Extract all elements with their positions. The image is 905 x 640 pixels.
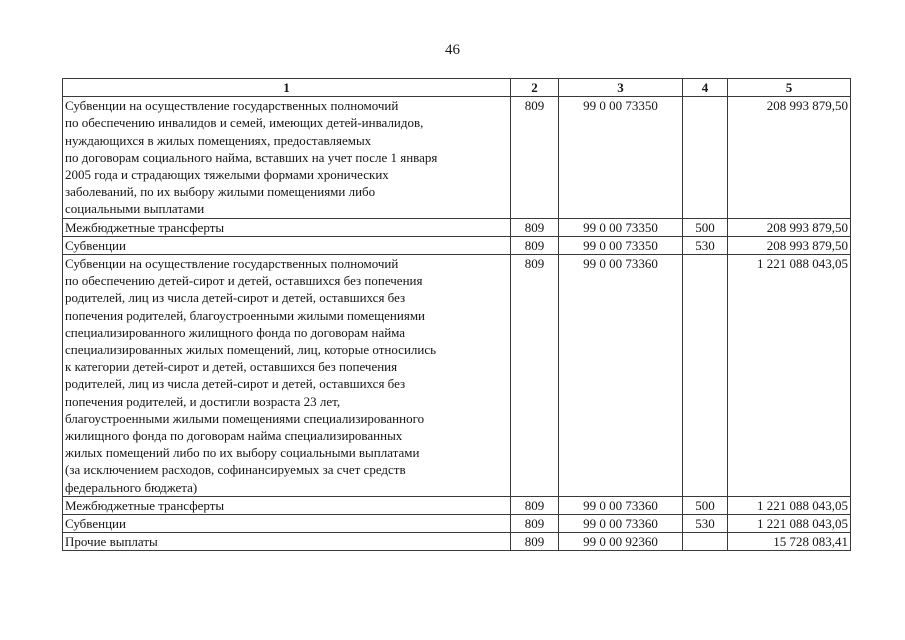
header-col-2: 2	[511, 79, 559, 97]
row-code: 809	[511, 496, 559, 514]
table-row	[63, 218, 851, 236]
row-code: 809	[511, 255, 559, 497]
row-description	[63, 515, 511, 533]
row-amount: 1 221 088 043,05	[728, 515, 851, 533]
description-line: жилищного фонда по договорам найма специализированных	[65, 428, 403, 444]
description-line: социальными выплатами	[65, 201, 205, 217]
row-kind	[683, 533, 728, 551]
row-kind: 530	[683, 236, 728, 254]
row-description	[63, 496, 511, 514]
description-line: Субвенции	[65, 237, 126, 253]
description-line: по обеспечению инвалидов и семей, имеющих детей-инвалидов,	[65, 115, 424, 131]
description-line: попечения родителей, благоустроенными жилыми помещениями	[65, 307, 426, 323]
row-kind	[683, 255, 728, 497]
description-line: Субвенции на осуществление государственных полномочий	[65, 98, 399, 114]
description-line: Межбюджетные трансферты	[65, 497, 225, 513]
table-row	[63, 533, 851, 551]
table-row	[63, 496, 851, 514]
description-line: Субвенции на осуществление государственных полномочий	[65, 256, 399, 272]
row-amount: 1 221 088 043,05	[728, 496, 851, 514]
row-code: 809	[511, 533, 559, 551]
row-kind: 500	[683, 218, 728, 236]
header-col-4: 4	[683, 79, 728, 97]
row-article: 99 0 00 73360	[559, 496, 683, 514]
budget-table	[62, 78, 851, 551]
row-description	[63, 218, 511, 236]
row-article: 99 0 00 73350	[559, 236, 683, 254]
row-amount: 208 993 879,50	[728, 236, 851, 254]
row-amount: 1 221 088 043,05	[728, 255, 851, 497]
description-line: родителей, лиц из числа детей-сирот и детей, оставшихся без	[65, 290, 406, 306]
row-article: 99 0 00 73360	[559, 515, 683, 533]
description-line: федерального бюджета)	[65, 479, 198, 495]
description-line: Субвенции	[65, 516, 126, 532]
header-col-3: 3	[559, 79, 683, 97]
table-row	[63, 97, 851, 218]
description-line: специализированного жилищного фонда по договорам найма	[65, 324, 406, 340]
description-line: 2005 года и страдающих тяжелыми формами хронических	[65, 167, 389, 183]
description-line: заболеваний, по их выбору жилыми помещениями либо	[65, 184, 376, 200]
description-line: попечения родителей, и достигли возраста 23 лет,	[65, 393, 341, 409]
description-line: по договорам социального найма, вставших на учет после 1 января	[65, 149, 438, 165]
row-code: 809	[511, 97, 559, 218]
row-description	[63, 97, 511, 218]
description-line: родителей, лиц из числа детей-сирот и детей, оставшихся без	[65, 376, 406, 392]
table-row	[63, 255, 851, 497]
description-line: жилых помещений либо по их выбору социальными выплатами	[65, 445, 420, 461]
row-description	[63, 255, 511, 497]
row-kind	[683, 97, 728, 218]
header-col-5: 5	[728, 79, 851, 97]
row-kind: 500	[683, 496, 728, 514]
row-kind: 530	[683, 515, 728, 533]
row-code: 809	[511, 515, 559, 533]
row-amount: 15 728 083,41	[728, 533, 851, 551]
description-line: специализированных жилых помещений, лиц, которые относились	[65, 342, 437, 358]
description-line: к категории детей-сирот и детей, оставшихся без попечения	[65, 359, 398, 375]
page-number: 46	[445, 42, 460, 58]
row-description	[63, 533, 511, 551]
row-article: 99 0 00 73350	[559, 218, 683, 236]
description-line: Межбюджетные трансферты	[65, 219, 225, 235]
description-line: нуждающихся в жилых помещениях, предоставляемых	[65, 132, 372, 148]
header-col-1: 1	[63, 79, 511, 97]
row-amount: 208 993 879,50	[728, 218, 851, 236]
description-line: (за исключением расходов, софинансируемых за счет средств	[65, 462, 406, 478]
row-code: 809	[511, 236, 559, 254]
description-line: благоустроенными жилыми помещениями специализированного	[65, 410, 425, 426]
row-article: 99 0 00 73360	[559, 255, 683, 497]
description-line: по обеспечению детей-сирот и детей, оставшихся без попечения	[65, 273, 423, 289]
table-row	[63, 515, 851, 533]
header-row	[63, 79, 851, 97]
row-article: 99 0 00 73350	[559, 97, 683, 218]
description-line: Прочие выплаты	[65, 534, 158, 550]
table-row	[63, 236, 851, 254]
row-description	[63, 236, 511, 254]
row-code: 809	[511, 218, 559, 236]
row-article: 99 0 00 92360	[559, 533, 683, 551]
row-amount: 208 993 879,50	[728, 97, 851, 218]
